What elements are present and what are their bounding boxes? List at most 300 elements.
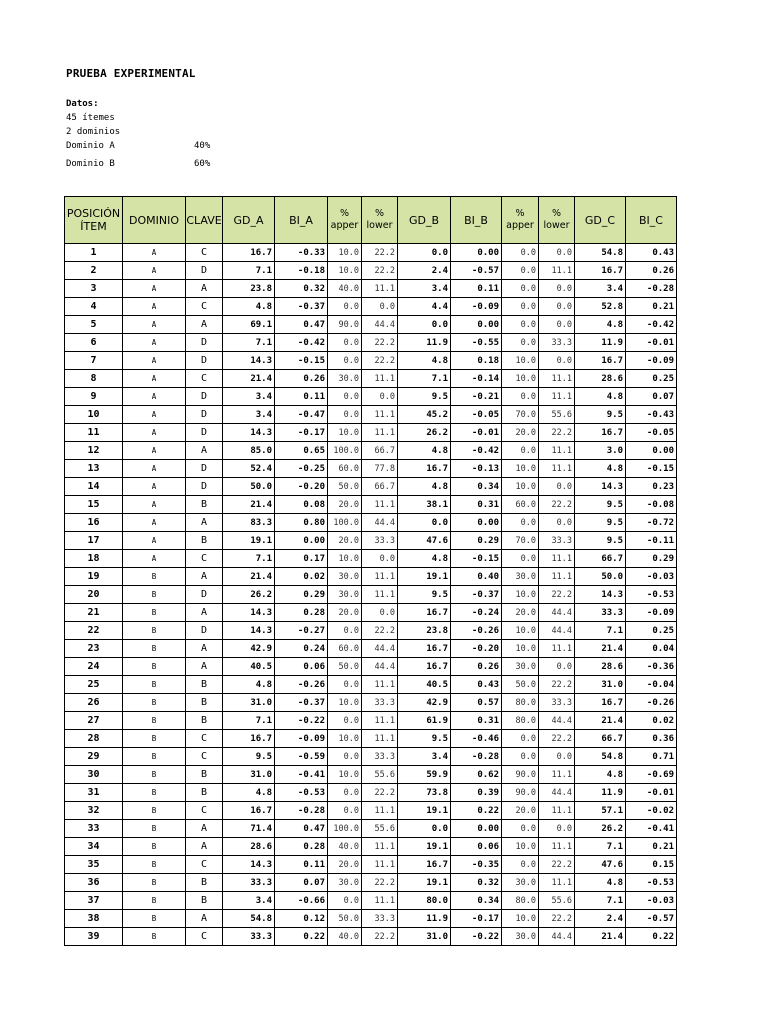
cell-bi-a: -0.66 [275,892,328,910]
cell-apper-b: 0.0 [502,730,539,748]
cell-dominio: A [123,280,186,298]
table-row [65,424,677,442]
cell-lower-b: 0.0 [539,352,575,370]
cell-gd-b: 23.8 [398,622,451,640]
cell-gd-a: 7.1 [223,334,275,352]
cell-bi-a: 0.47 [275,820,328,838]
cell-gd-a: 14.3 [223,856,275,874]
cell-gd-a: 31.0 [223,694,275,712]
cell-posicion: 34 [65,838,123,856]
cell-bi-a: -0.37 [275,694,328,712]
cell-gd-b: 3.4 [398,748,451,766]
cell-gd-c: 28.6 [575,370,626,388]
cell-apper-b: 80.0 [502,712,539,730]
cell-bi-c: -0.41 [626,820,677,838]
cell-gd-c: 3.0 [575,442,626,460]
cell-bi-a: -0.17 [275,424,328,442]
cell-lower-a: 11.1 [362,586,398,604]
cell-apper-a: 50.0 [328,658,362,676]
cell-bi-a: 0.32 [275,280,328,298]
cell-apper-a: 40.0 [328,280,362,298]
cell-clave: D [186,406,223,424]
cell-bi-c: 0.00 [626,442,677,460]
cell-gd-a: 69.1 [223,316,275,334]
cell-bi-a: -0.37 [275,298,328,316]
cell-posicion: 27 [65,712,123,730]
cell-gd-b: 0.0 [398,514,451,532]
cell-bi-b: -0.09 [451,298,502,316]
table-row [65,262,677,280]
cell-dominio: A [123,244,186,262]
cell-gd-b: 7.1 [398,370,451,388]
cell-gd-c: 7.1 [575,622,626,640]
cell-clave: B [186,766,223,784]
cell-apper-b: 0.0 [502,514,539,532]
cell-gd-a: 21.4 [223,568,275,586]
cell-lower-b: 11.1 [539,568,575,586]
cell-gd-a: 14.3 [223,424,275,442]
cell-clave: C [186,244,223,262]
cell-apper-a: 60.0 [328,460,362,478]
cell-apper-b: 10.0 [502,622,539,640]
cell-gd-c: 26.2 [575,820,626,838]
cell-gd-b: 4.8 [398,550,451,568]
col-header-clave: CLAVE [186,197,223,244]
cell-bi-a: 0.28 [275,838,328,856]
cell-lower-b: 22.2 [539,856,575,874]
cell-apper-a: 40.0 [328,838,362,856]
cell-posicion: 30 [65,766,123,784]
cell-lower-b: 0.0 [539,658,575,676]
cell-gd-b: 2.4 [398,262,451,280]
cell-posicion: 3 [65,280,123,298]
cell-apper-a: 0.0 [328,622,362,640]
cell-gd-a: 4.8 [223,676,275,694]
cell-bi-b: -0.57 [451,262,502,280]
cell-lower-b: 33.3 [539,694,575,712]
cell-bi-c: 0.43 [626,244,677,262]
cell-apper-a: 0.0 [328,298,362,316]
cell-dominio: A [123,316,186,334]
cell-dominio: B [123,622,186,640]
cell-bi-b: -0.15 [451,550,502,568]
cell-gd-c: 7.1 [575,838,626,856]
cell-apper-b: 0.0 [502,442,539,460]
info-label: Datos: [66,99,99,109]
cell-posicion: 9 [65,388,123,406]
cell-gd-b: 3.4 [398,280,451,298]
cell-clave: A [186,316,223,334]
table-body [65,244,677,946]
cell-gd-a: 50.0 [223,478,275,496]
cell-gd-b: 16.7 [398,640,451,658]
cell-lower-b: 0.0 [539,298,575,316]
cell-bi-b: 0.34 [451,478,502,496]
cell-bi-b: 0.00 [451,820,502,838]
cell-gd-a: 40.5 [223,658,275,676]
cell-gd-a: 9.5 [223,748,275,766]
cell-bi-a: -0.09 [275,730,328,748]
cell-bi-a: 0.02 [275,568,328,586]
table-row [65,676,677,694]
cell-lower-b: 22.2 [539,586,575,604]
cell-apper-a: 20.0 [328,604,362,622]
items-count: 45 ítemes [66,113,115,123]
cell-gd-a: 83.3 [223,514,275,532]
cell-apper-a: 20.0 [328,856,362,874]
cell-bi-b: 0.57 [451,694,502,712]
cell-dominio: A [123,442,186,460]
cell-gd-a: 26.2 [223,586,275,604]
cell-clave: A [186,604,223,622]
cell-gd-c: 21.4 [575,928,626,946]
info-block [66,97,210,171]
domain-a-label: Dominio A [66,141,115,151]
cell-bi-c: -0.08 [626,496,677,514]
cell-apper-a: 10.0 [328,694,362,712]
cell-apper-a: 10.0 [328,244,362,262]
cell-gd-a: 16.7 [223,244,275,262]
cell-bi-a: -0.18 [275,262,328,280]
table-row [65,892,677,910]
cell-gd-a: 14.3 [223,622,275,640]
table-row [65,874,677,892]
cell-lower-a: 22.2 [362,622,398,640]
cell-apper-a: 60.0 [328,640,362,658]
cell-bi-b: 0.31 [451,712,502,730]
cell-posicion: 36 [65,874,123,892]
cell-posicion: 39 [65,928,123,946]
cell-gd-a: 4.8 [223,298,275,316]
cell-apper-a: 10.0 [328,424,362,442]
cell-lower-a: 33.3 [362,910,398,928]
cell-gd-c: 52.8 [575,298,626,316]
cell-apper-a: 10.0 [328,766,362,784]
cell-gd-c: 9.5 [575,514,626,532]
document-title: PRUEBA EXPERIMENTAL [66,67,196,80]
cell-bi-a: 0.07 [275,874,328,892]
cell-bi-c: 0.36 [626,730,677,748]
cell-apper-b: 0.0 [502,298,539,316]
cell-posicion: 21 [65,604,123,622]
cell-gd-a: 16.7 [223,802,275,820]
cell-gd-b: 19.1 [398,802,451,820]
cell-gd-b: 16.7 [398,460,451,478]
cell-lower-b: 11.1 [539,262,575,280]
cell-lower-a: 11.1 [362,802,398,820]
cell-bi-c: -0.42 [626,316,677,334]
cell-gd-c: 31.0 [575,676,626,694]
cell-bi-b: 0.29 [451,532,502,550]
cell-gd-b: 0.0 [398,244,451,262]
cell-lower-b: 44.4 [539,604,575,622]
cell-bi-c: -0.09 [626,352,677,370]
cell-bi-b: 0.39 [451,784,502,802]
cell-lower-a: 44.4 [362,658,398,676]
cell-bi-c: -0.05 [626,424,677,442]
cell-bi-a: -0.47 [275,406,328,424]
cell-bi-b: -0.01 [451,424,502,442]
cell-gd-a: 33.3 [223,928,275,946]
cell-gd-c: 4.8 [575,388,626,406]
cell-bi-b: 0.62 [451,766,502,784]
cell-bi-c: 0.07 [626,388,677,406]
cell-apper-a: 100.0 [328,514,362,532]
cell-clave: A [186,838,223,856]
cell-posicion: 4 [65,298,123,316]
cell-clave: D [186,460,223,478]
cell-gd-b: 4.8 [398,478,451,496]
cell-apper-a: 40.0 [328,928,362,946]
table-row [65,838,677,856]
cell-gd-a: 21.4 [223,370,275,388]
cell-gd-c: 14.3 [575,478,626,496]
cell-bi-b: -0.46 [451,730,502,748]
cell-posicion: 35 [65,856,123,874]
table-row [65,550,677,568]
cell-dominio: B [123,640,186,658]
cell-bi-b: 0.22 [451,802,502,820]
cell-lower-b: 55.6 [539,892,575,910]
cell-dominio: B [123,694,186,712]
cell-lower-b: 44.4 [539,622,575,640]
cell-posicion: 16 [65,514,123,532]
table-row [65,442,677,460]
cell-gd-a: 21.4 [223,496,275,514]
cell-gd-b: 19.1 [398,838,451,856]
cell-clave: B [186,532,223,550]
cell-bi-a: 0.65 [275,442,328,460]
cell-gd-c: 11.9 [575,784,626,802]
col-header-bi-a: BI_A [275,197,328,244]
cell-lower-b: 11.1 [539,802,575,820]
col-header-bi-b: BI_B [451,197,502,244]
cell-dominio: B [123,766,186,784]
cell-bi-a: -0.20 [275,478,328,496]
cell-lower-a: 11.1 [362,856,398,874]
cell-bi-b: 0.18 [451,352,502,370]
cell-bi-a: 0.17 [275,550,328,568]
cell-apper-b: 10.0 [502,586,539,604]
domain-a-pct: 40% [194,141,211,151]
cell-posicion: 10 [65,406,123,424]
cell-gd-c: 16.7 [575,694,626,712]
cell-dominio: B [123,928,186,946]
cell-gd-b: 16.7 [398,856,451,874]
cell-dominio: A [123,424,186,442]
table-row [65,622,677,640]
cell-apper-a: 20.0 [328,496,362,514]
col-header-gd-a: GD_A [223,197,275,244]
cell-bi-b: 0.11 [451,280,502,298]
cell-apper-b: 10.0 [502,352,539,370]
table-row [65,478,677,496]
cell-clave: B [186,676,223,694]
cell-lower-a: 11.1 [362,730,398,748]
cell-gd-c: 4.8 [575,316,626,334]
table-row [65,784,677,802]
cell-apper-a: 0.0 [328,802,362,820]
cell-lower-a: 0.0 [362,298,398,316]
col-header-apper-b: % apper [502,197,539,244]
cell-apper-a: 0.0 [328,748,362,766]
domain-b-pct: 60% [194,159,211,169]
cell-bi-c: -0.53 [626,586,677,604]
cell-apper-b: 0.0 [502,388,539,406]
cell-posicion: 22 [65,622,123,640]
cell-lower-a: 11.1 [362,568,398,586]
cell-gd-c: 2.4 [575,910,626,928]
cell-lower-b: 0.0 [539,244,575,262]
cell-bi-c: -0.15 [626,460,677,478]
cell-dominio: A [123,514,186,532]
cell-bi-c: 0.25 [626,622,677,640]
cell-dominio: B [123,784,186,802]
cell-apper-b: 0.0 [502,334,539,352]
cell-posicion: 23 [65,640,123,658]
cell-lower-a: 22.2 [362,334,398,352]
cell-clave: D [186,262,223,280]
cell-gd-c: 21.4 [575,712,626,730]
cell-dominio: B [123,820,186,838]
cell-clave: D [186,586,223,604]
cell-lower-b: 55.6 [539,406,575,424]
cell-lower-a: 0.0 [362,550,398,568]
cell-lower-a: 11.1 [362,496,398,514]
cell-apper-a: 0.0 [328,334,362,352]
table-row [65,694,677,712]
cell-lower-b: 44.4 [539,784,575,802]
cell-apper-b: 0.0 [502,550,539,568]
cell-bi-a: -0.26 [275,676,328,694]
cell-lower-a: 77.8 [362,460,398,478]
table-row [65,712,677,730]
table-row [65,388,677,406]
cell-posicion: 17 [65,532,123,550]
cell-gd-c: 21.4 [575,640,626,658]
cell-lower-a: 22.2 [362,262,398,280]
cell-dominio: B [123,910,186,928]
cell-gd-c: 28.6 [575,658,626,676]
cell-gd-a: 71.4 [223,820,275,838]
cell-posicion: 7 [65,352,123,370]
cell-posicion: 25 [65,676,123,694]
table-row [65,406,677,424]
cell-bi-b: -0.28 [451,748,502,766]
cell-bi-a: 0.29 [275,586,328,604]
cell-bi-c: -0.03 [626,568,677,586]
cell-bi-a: 0.28 [275,604,328,622]
cell-dominio: A [123,532,186,550]
cell-gd-a: 33.3 [223,874,275,892]
cell-lower-b: 11.1 [539,442,575,460]
cell-posicion: 13 [65,460,123,478]
cell-apper-a: 0.0 [328,784,362,802]
cell-gd-b: 47.6 [398,532,451,550]
cell-bi-c: -0.43 [626,406,677,424]
cell-lower-a: 11.1 [362,370,398,388]
table-row [65,514,677,532]
cell-posicion: 32 [65,802,123,820]
cell-bi-a: 0.24 [275,640,328,658]
cell-bi-a: 0.26 [275,370,328,388]
cell-posicion: 8 [65,370,123,388]
cell-apper-a: 30.0 [328,874,362,892]
cell-bi-b: 0.40 [451,568,502,586]
cell-posicion: 29 [65,748,123,766]
cell-apper-b: 30.0 [502,874,539,892]
cell-clave: C [186,730,223,748]
cell-dominio: A [123,460,186,478]
cell-lower-a: 11.1 [362,712,398,730]
cell-clave: C [186,748,223,766]
col-header-gd-c: GD_C [575,197,626,244]
cell-gd-c: 9.5 [575,496,626,514]
cell-lower-a: 66.7 [362,442,398,460]
items-table [64,196,677,946]
cell-gd-b: 0.0 [398,316,451,334]
cell-gd-c: 54.8 [575,748,626,766]
cell-posicion: 19 [65,568,123,586]
cell-bi-a: -0.42 [275,334,328,352]
cell-clave: C [186,856,223,874]
cell-clave: C [186,550,223,568]
cell-gd-b: 61.9 [398,712,451,730]
cell-lower-a: 55.6 [362,820,398,838]
col-header-gd-b: GD_B [398,197,451,244]
cell-posicion: 20 [65,586,123,604]
cell-bi-b: -0.26 [451,622,502,640]
cell-bi-b: -0.42 [451,442,502,460]
cell-lower-a: 0.0 [362,388,398,406]
cell-apper-b: 0.0 [502,244,539,262]
col-header-lower-b: % lower [539,197,575,244]
cell-apper-b: 80.0 [502,694,539,712]
cell-bi-c: 0.21 [626,298,677,316]
cell-apper-b: 30.0 [502,928,539,946]
cell-clave: B [186,784,223,802]
cell-bi-c: 0.15 [626,856,677,874]
cell-bi-b: 0.31 [451,496,502,514]
cell-apper-b: 90.0 [502,766,539,784]
cell-apper-b: 20.0 [502,604,539,622]
cell-posicion: 38 [65,910,123,928]
cell-gd-b: 19.1 [398,874,451,892]
cell-apper-a: 30.0 [328,568,362,586]
cell-lower-a: 11.1 [362,892,398,910]
cell-lower-b: 11.1 [539,766,575,784]
cell-gd-c: 54.8 [575,244,626,262]
table-row [65,568,677,586]
cell-posicion: 14 [65,478,123,496]
cell-bi-c: -0.53 [626,874,677,892]
cell-lower-a: 44.4 [362,514,398,532]
cell-gd-b: 11.9 [398,334,451,352]
cell-bi-a: 0.11 [275,856,328,874]
cell-dominio: B [123,802,186,820]
cell-bi-b: -0.35 [451,856,502,874]
cell-lower-a: 11.1 [362,838,398,856]
cell-lower-b: 0.0 [539,748,575,766]
cell-gd-b: 38.1 [398,496,451,514]
cell-bi-c: -0.02 [626,802,677,820]
table-row [65,370,677,388]
cell-lower-b: 11.1 [539,460,575,478]
cell-gd-b: 4.8 [398,442,451,460]
cell-gd-b: 4.8 [398,352,451,370]
cell-clave: A [186,820,223,838]
cell-gd-b: 59.9 [398,766,451,784]
